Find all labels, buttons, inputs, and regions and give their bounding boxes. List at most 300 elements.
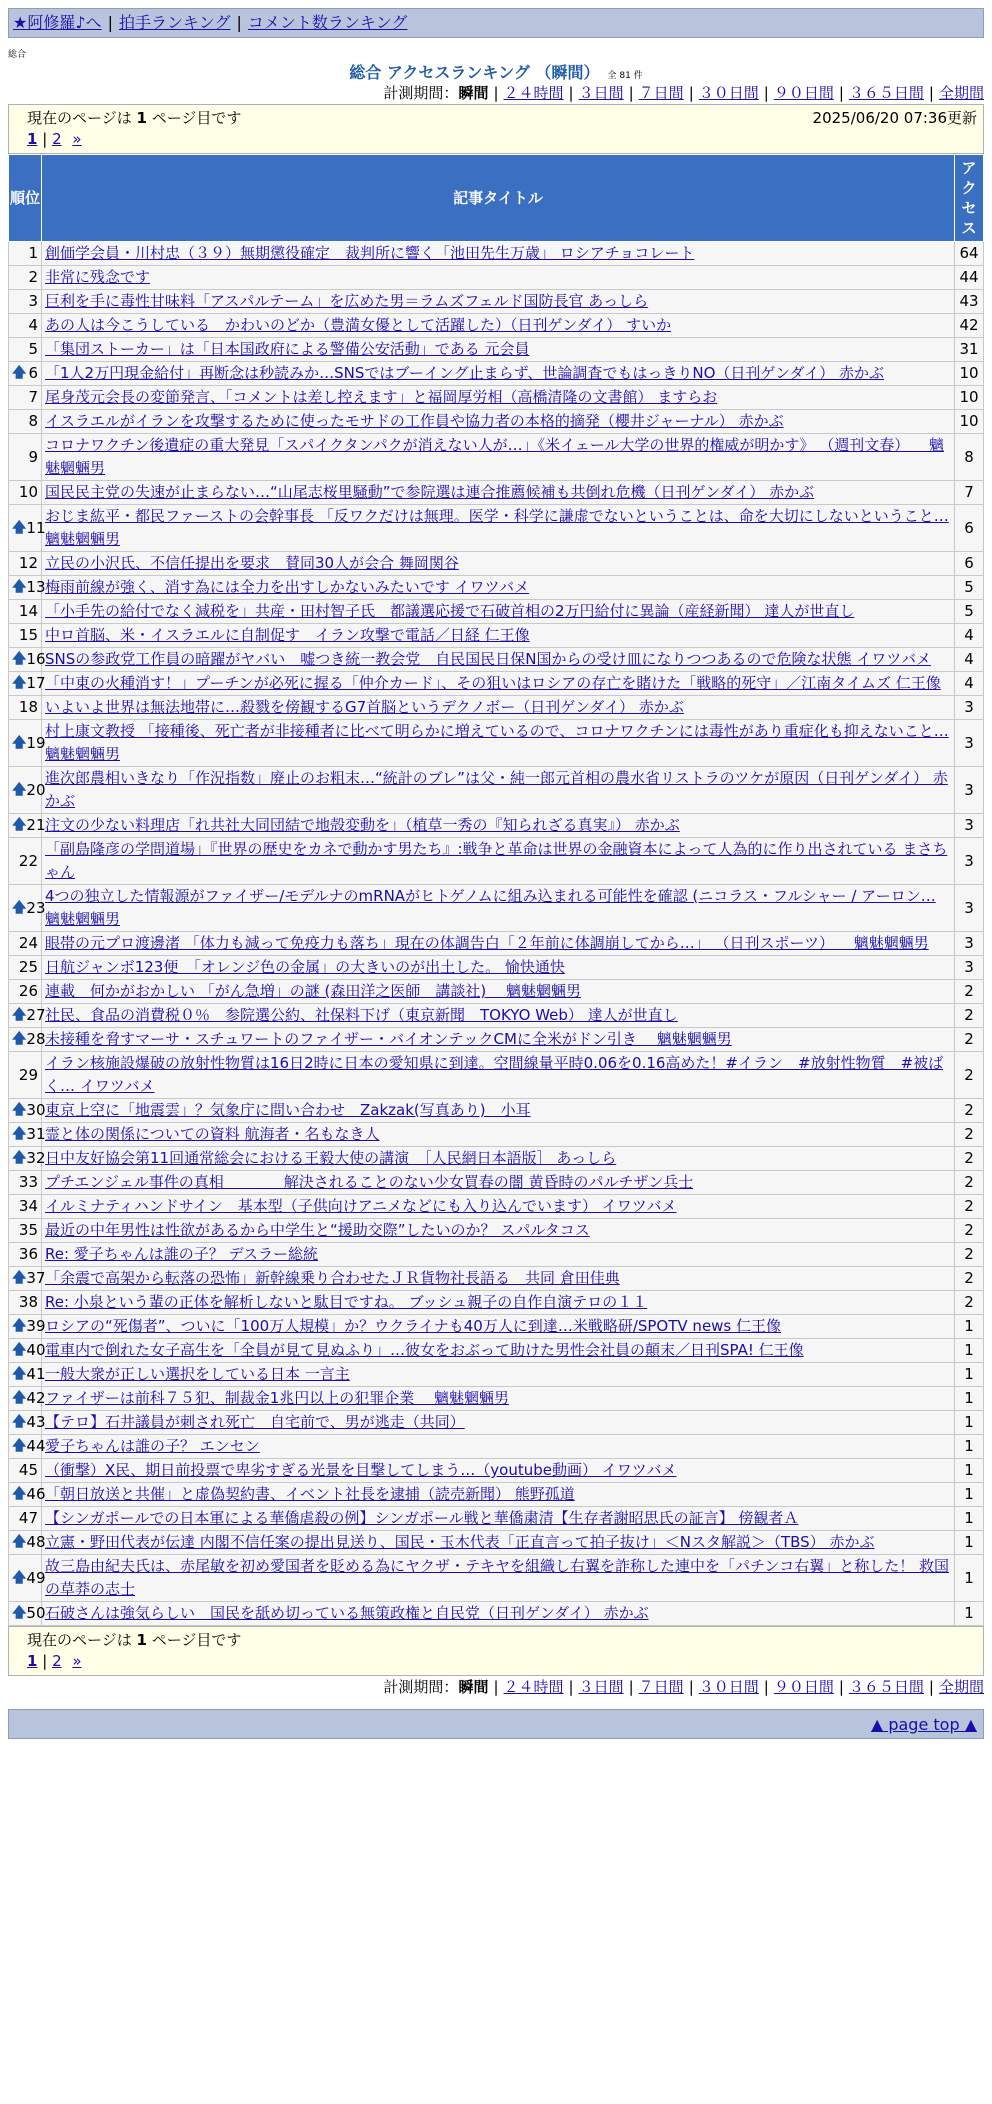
title-cell [42, 266, 955, 290]
article-link[interactable]: 日航ジャンボ123便 「オレンジ色の金属」の大きいのが出土した。 愉快通快 [45, 958, 565, 976]
access-header: アクセス [955, 155, 984, 242]
rank-cell [9, 885, 46, 932]
period-selector-bottom [8, 1676, 984, 1698]
access-count: 1 [955, 1435, 984, 1459]
title-cell [42, 338, 955, 362]
rank-number: 38 [18, 1293, 38, 1311]
title-cell [42, 1291, 955, 1315]
rank-number: 10 [18, 483, 38, 501]
access-count: 4 [955, 672, 984, 696]
page-title [8, 60, 984, 82]
comment-ranking-link[interactable]: コメント数ランキング [247, 13, 408, 32]
article-link[interactable]: 非常に残念です [45, 268, 151, 286]
article-link[interactable]: 村上康文教授 「接種後、死亡者が非接種者に比べて明らかに増えているので、コロナワクチンには毒性があり重症化も抑えないこと… 魑魅魍魎男 [45, 722, 949, 763]
rank-cell [9, 338, 42, 362]
title-cell [42, 1052, 955, 1099]
rank-up-icon: 🡅 [12, 1414, 27, 1430]
rank-up-icon: 🡅 [12, 1007, 27, 1023]
rank-up-icon: 🡅 [12, 1366, 27, 1382]
table-row [9, 1602, 984, 1626]
article-link[interactable]: 「副島隆彦の学問道場」『世界の歴史をカネで動かす男たち』:戦争と革命は世界の金融資本によって人為的に作り出されている まさちゃん [45, 840, 948, 881]
rank-cell [9, 624, 42, 648]
rank-cell [9, 1243, 42, 1267]
article-link[interactable]: あの人は今こうしている かわいのどか（豊満女優として活躍した）（日刊ゲンダイ） すいか [45, 316, 672, 334]
rank-cell [9, 576, 46, 600]
article-link[interactable]: 一般大衆が正しい選択をしている日本 一言主 [45, 1365, 350, 1383]
rank-up-icon: 🡅 [12, 1031, 27, 1047]
title-cell [42, 1555, 955, 1602]
table-row [9, 386, 984, 410]
rank-cell [9, 1147, 46, 1171]
table-row [9, 1531, 984, 1555]
rank-cell [9, 242, 42, 266]
period-option[interactable]: ９０日間 [773, 1678, 834, 1696]
rank-cell [9, 1459, 42, 1483]
rank-number: 26 [18, 982, 38, 1000]
title-cell [42, 481, 955, 505]
rank-up-icon: 🡅 [12, 1438, 27, 1454]
rank-cell [9, 814, 46, 838]
article-link[interactable]: 梅雨前線が強く、消す為には全力を出すしかないみたいです イワツバメ [45, 578, 530, 596]
rank-number: 36 [18, 1245, 38, 1263]
title-cell [42, 552, 955, 576]
rank-number: 4 [28, 316, 38, 334]
rank-cell [9, 1531, 46, 1555]
title-cell [42, 1243, 955, 1267]
access-count: 2 [955, 1099, 984, 1123]
table-row [9, 1267, 984, 1291]
article-link[interactable]: 「余震で高架から転落の恐怖」新幹線乗り合わせたＪＲ貨物社長語る 共同 倉田佳典 [45, 1269, 620, 1287]
title-cell [42, 885, 955, 932]
rank-cell [9, 1435, 46, 1459]
access-count: 3 [955, 696, 984, 720]
rank-cell [9, 932, 42, 956]
period-option[interactable]: ３日間 [578, 84, 624, 102]
article-link[interactable]: 連載 何かがおかしい 「がん急増」の謎 (森田洋之医師 講談社) 魑魅魍魎男 [45, 982, 582, 1000]
rank-cell [9, 552, 42, 576]
clap-ranking-link[interactable]: 拍手ランキング [118, 13, 231, 32]
rank-number: 49 [26, 1568, 46, 1587]
rank-number: 41 [26, 1365, 46, 1383]
access-count: 44 [955, 266, 984, 290]
access-count: 4 [955, 648, 984, 672]
rank-cell [9, 1171, 42, 1195]
table-row [9, 1219, 984, 1243]
rank-cell [9, 410, 42, 434]
rank-up-icon: 🡅 [12, 1342, 27, 1358]
access-count: 6 [955, 505, 984, 552]
article-link[interactable]: イラン核施設爆破の放射性物質は16日2時に日本の愛知県に到達。空間線量平時0.06を0.16高めた！#イラン #放射性物質 #被ばく… イワツバメ [45, 1054, 944, 1095]
rank-cell [9, 1411, 46, 1435]
access-count: 2 [955, 1219, 984, 1243]
article-link[interactable]: SNSの参政党工作員の暗躍がヤバい 嘘つき統一教会党 自民国民日保N国からの受け皿になりつつあるので危険な状態 イワツバメ [45, 650, 931, 668]
period-separator: | [763, 1678, 769, 1696]
rank-number: 33 [18, 1173, 38, 1191]
period-option[interactable]: ７日間 [638, 84, 684, 102]
page-links [27, 129, 977, 150]
article-link[interactable]: 東京上空に「地震雲」？気象庁に問い合わせ Zakzak(写真あり) 小耳 [45, 1101, 531, 1119]
nav-separator: | [236, 13, 242, 32]
article-link[interactable]: 立憲・野田代表が伝達 内閣不信任案の提出見送り、国民・玉木代表「正直言って拍子抜け」＜Nスタ解説＞（TBS） 赤かぶ [45, 1533, 875, 1551]
rank-up-icon: 🡅 [12, 1150, 27, 1166]
period-separator: | [688, 1678, 694, 1696]
table-row [9, 338, 984, 362]
rank-cell [9, 1123, 46, 1147]
access-count: 3 [955, 767, 984, 814]
access-count: 7 [955, 481, 984, 505]
rank-number: 37 [26, 1269, 46, 1287]
rank-number: 11 [26, 518, 46, 537]
access-count: 2 [955, 1123, 984, 1147]
title-cell [42, 648, 955, 672]
article-link[interactable]: 「中東の火種消す！」プーチンが必死に握る「仲介カード」、その狙いはロシアの存亡を賭けた「戦略的死守」／江南タイムズ 仁王像 [45, 674, 941, 692]
article-link[interactable]: 【テロ】石井議員が刺され死亡 自宅前で、男が逃走（共同） [45, 1413, 465, 1431]
title-cell [42, 1171, 955, 1195]
updated-timestamp: 2025/06/20 07:36更新 [812, 109, 977, 127]
title-cell [42, 314, 955, 338]
access-count: 1 [955, 1363, 984, 1387]
article-link[interactable]: おじま紘平・都民ファーストの会幹事長 「反ワクだけは無理。医学・科学に謙虚でないということは、命を大切にしないということ… 魑魅魍魎男 [45, 507, 949, 548]
title-cell [42, 1435, 955, 1459]
rank-cell [9, 1315, 46, 1339]
page-link-2[interactable]: 2 [52, 1652, 62, 1670]
rank-up-icon: 🡅 [12, 1126, 27, 1142]
article-link[interactable]: イスラエルがイランを攻撃するために使ったモサドの工作員や協力者の本格的摘発（櫻井ジャーナル） 赤かぶ [45, 412, 784, 430]
rank-up-icon: 🡅 [12, 1569, 27, 1586]
access-count: 10 [955, 362, 984, 386]
rank-number: 25 [18, 958, 38, 976]
rank-up-icon: 🡅 [12, 519, 27, 536]
table-row [9, 1555, 984, 1602]
rank-up-icon: 🡅 [12, 365, 27, 381]
period-option: 瞬間 [458, 1678, 489, 1696]
article-link[interactable]: 中ロ首脳、米・イスラエルに自制促す イラン攻撃で電話／日経 仁王像 [45, 626, 530, 644]
rank-number: 9 [28, 447, 38, 466]
article-link[interactable]: いよいよ世界は無法地帯に…殺戮を傍観するG7首脳というデクノボー（日刊ゲンダイ） 赤かぶ [45, 698, 684, 716]
article-link[interactable]: 注文の少ない料理店「れ共社大同団結で地殻変動を」（植草一秀の『知られざる真実』） 赤かぶ [45, 816, 680, 834]
access-count: 42 [955, 314, 984, 338]
article-link[interactable]: プチエンジェル事件の真相 解決されることのない少女買春の闇 黄昏時のパルチザン兵士 [45, 1173, 694, 1191]
page-link-1[interactable]: 1 [27, 130, 38, 148]
rank-number: 44 [26, 1437, 46, 1455]
period-separator: | [928, 1678, 934, 1696]
access-count: 3 [955, 885, 984, 932]
title-cell [42, 720, 955, 767]
title-cell [42, 1531, 955, 1555]
rank-number: 5 [28, 340, 38, 358]
access-count: 2 [955, 1195, 984, 1219]
title-cell [42, 696, 955, 720]
table-row [9, 434, 984, 481]
access-count: 1 [955, 1555, 984, 1602]
page-separator: | [42, 1652, 48, 1670]
period-option: 瞬間 [458, 84, 489, 102]
access-count: 1 [955, 1602, 984, 1626]
article-link[interactable]: 「1人2万円現金給付」再断念は秒読みか…SNSではブーイング止まらず、世論調査でもはっきりNO（日刊ゲンダイ） 赤かぶ [45, 364, 885, 382]
table-row [9, 648, 984, 672]
access-count: 43 [955, 290, 984, 314]
article-link[interactable]: イルミナティハンドサイン 基本型（子供向けアニメなどにも入り込んでいます） イワツバメ [45, 1197, 677, 1215]
article-link[interactable]: 国民民主党の失速が止まらない…“山尾志桜里騒動”で参院選は連合推薦候補も共倒れ危機（日刊ゲンダイ） 赤かぶ [45, 483, 815, 501]
table-row [9, 1315, 984, 1339]
page-top-link[interactable]: ▲ page top ▲ [870, 1715, 977, 1734]
access-count: 1 [955, 1411, 984, 1435]
rank-number: 21 [26, 816, 46, 834]
rank-cell [9, 720, 46, 767]
next-page-link[interactable]: » [72, 1652, 82, 1670]
article-link[interactable]: Re: 愛子ちゃんは誰の子？ デスラー総統 [45, 1245, 318, 1263]
period-separator: | [838, 84, 844, 102]
article-link[interactable]: 尾身茂元会長の変節発言、「コメントは差し控えます」と福岡厚労相（高橋清隆の文書館） ますらお [45, 388, 718, 406]
period-label: 計測期間： [383, 84, 459, 102]
title-cell [42, 434, 955, 481]
table-row [9, 1171, 984, 1195]
table-row [9, 1243, 984, 1267]
period-selector-top [8, 82, 984, 104]
table-row [9, 932, 984, 956]
article-link[interactable]: （衝撃）X民、期日前投票で卑劣すぎる光景を目撃してしまう…（youtube動画） イワツバメ [45, 1461, 677, 1479]
table-row [9, 290, 984, 314]
period-option[interactable]: 全期間 [938, 1678, 984, 1696]
period-option[interactable]: ２４時間 [503, 84, 564, 102]
period-option[interactable]: ７日間 [638, 1678, 684, 1696]
article-link[interactable]: 最近の中年男性は性欲があるから中学生と“援助交際”したいのか？ スパルタコス [45, 1221, 590, 1239]
title-cell [42, 290, 955, 314]
access-count: 2 [955, 1267, 984, 1291]
title-cell [42, 980, 955, 1004]
table-row [9, 1363, 984, 1387]
article-link[interactable]: 電車内で倒れた女子高生を「全員が見て見ぬふり」…彼女をおぶって助けた男性会社員の顛末／日刊SPA! 仁王像 [45, 1341, 804, 1359]
title-cell [42, 1267, 955, 1291]
rank-cell [9, 1555, 46, 1602]
access-count: 3 [955, 932, 984, 956]
table-row [9, 481, 984, 505]
table-row [9, 696, 984, 720]
period-option[interactable]: ９０日間 [773, 84, 834, 102]
rank-number: 3 [28, 292, 38, 310]
rank-number: 18 [18, 698, 38, 716]
title-cell [42, 1028, 955, 1052]
title-cell [42, 362, 955, 386]
access-count: 2 [955, 1243, 984, 1267]
period-option[interactable]: ３日間 [578, 1678, 624, 1696]
table-row [9, 1195, 984, 1219]
table-row [9, 576, 984, 600]
top-navigation [8, 8, 984, 38]
rank-number: 50 [26, 1604, 46, 1622]
ranking-body [9, 242, 984, 1626]
access-count: 1 [955, 1339, 984, 1363]
table-row [9, 1483, 984, 1507]
table-header [9, 155, 984, 242]
title-cell [42, 1387, 955, 1411]
period-option[interactable]: ３０日間 [698, 84, 759, 102]
period-option[interactable]: ３６５日間 [848, 84, 924, 102]
table-row [9, 1435, 984, 1459]
rank-up-icon: 🡅 [12, 781, 27, 798]
page-link-1[interactable]: 1 [27, 1652, 38, 1670]
access-count: 1 [955, 1315, 984, 1339]
title-cell [42, 1459, 955, 1483]
rank-number: 29 [18, 1065, 38, 1084]
period-separator: | [838, 1678, 844, 1696]
rank-up-icon: 🡅 [12, 817, 27, 833]
period-option[interactable]: ２４時間 [503, 1678, 564, 1696]
article-link[interactable]: ロシアの“死傷者”、ついに「100万人規模」か？ウクライナも40万人に到達…米戦略研/SPOTV news 仁王像 [45, 1317, 782, 1335]
table-row [9, 624, 984, 648]
access-count: 31 [955, 338, 984, 362]
access-count: 2 [955, 980, 984, 1004]
article-link[interactable]: 石破さんは強気らしい 国民を舐め切っている無策政権と自民党（日刊ゲンダイ） 赤かぶ [45, 1604, 649, 1622]
rank-number: 23 [26, 898, 46, 917]
article-link[interactable]: 霊と体の関係についての資料 航海者・名もなき人 [45, 1125, 380, 1143]
rank-cell [9, 266, 42, 290]
article-link[interactable]: 未接種を脅すマーサ・スチュワートのファイザー・バイオンテックCMに全米がドン引き 魑魅魍魎男 [45, 1030, 732, 1048]
current-page-text: 現在のページは 1 ページ目です [27, 1631, 242, 1649]
article-link[interactable]: Re: 小泉という輩の正体を解析しないと駄目ですね。 ブッシュ親子の自作自演テロの１１ [45, 1293, 648, 1311]
period-separator: | [628, 84, 634, 102]
access-count: 2 [955, 1291, 984, 1315]
title-cell [42, 1507, 955, 1531]
table-row [9, 720, 984, 767]
article-link[interactable]: コロナワクチン後遺症の重大発見「スパイクタンパクが消えない人が…」《米イェール大学の世界的権威が明かす》 （週刊文春） 魑魅魍魎男 [45, 436, 944, 477]
table-row [9, 1099, 984, 1123]
table-row [9, 1291, 984, 1315]
title-cell [42, 505, 955, 552]
article-link[interactable]: 眼帯の元プロ渡邊渚 「体力も減って免疫力も落ち」現在の体調告白「２年前に体調崩してから…」 （日刊スポーツ） 魑魅魍魎男 [45, 934, 929, 952]
article-link[interactable]: 立民の小沢氏、不信任提出を要求 賛同30人が会合 舞岡関谷 [45, 554, 459, 572]
rank-header: 順位 [9, 155, 42, 242]
period-label: 計測期間： [383, 1678, 459, 1696]
rank-cell [9, 386, 42, 410]
access-count: 10 [955, 386, 984, 410]
title-cell [42, 1195, 955, 1219]
access-count: 3 [955, 720, 984, 767]
rank-cell [9, 1387, 46, 1411]
rank-number: 16 [26, 650, 46, 668]
access-count: 5 [955, 576, 984, 600]
article-link[interactable]: 故三島由紀夫氏は、赤尾敏を初め愛国者を貶める為にヤクザ・テキヤを組織し右翼を詐称した連中を「パチンコ右翼」と称した！ 救国の草莽の志士 [45, 1557, 950, 1598]
home-link[interactable]: ★阿修羅♪へ [13, 13, 102, 32]
article-link[interactable]: 【シンガポールでの日本軍による華僑虐殺の例】シンガポール戦と華僑粛清【生存者謝昭思氏の証言】 傍観者Ａ [45, 1509, 799, 1527]
next-page-link[interactable]: » [72, 130, 82, 148]
title-cell [42, 1099, 955, 1123]
article-link[interactable]: 「朝日放送と共催」と虚偽契約書、イベント社長を逮捕（読売新聞） 熊野孤道 [45, 1485, 575, 1503]
article-link[interactable]: 日中友好協会第11回通常総会における王毅大使の講演 ［人民網日本語版］ あっしら [45, 1149, 617, 1167]
page-root [0, 8, 992, 1739]
rank-number: 6 [28, 364, 38, 382]
page-link-2[interactable]: 2 [52, 130, 62, 148]
title-cell [42, 624, 955, 648]
rank-cell [9, 362, 42, 386]
rank-cell [9, 1483, 46, 1507]
rank-number: 2 [28, 268, 38, 286]
rank-up-icon: 🡅 [12, 1270, 27, 1286]
rank-number: 1 [28, 244, 38, 262]
access-count: 8 [955, 434, 984, 481]
table-row [9, 410, 984, 434]
table-row [9, 1459, 984, 1483]
article-link[interactable]: 創価学会員・川村忠（３９）無期懲役確定 裁判所に響く「池田先生万歳」 ロシアチョコレート [45, 244, 695, 262]
rank-cell [9, 1339, 46, 1363]
rank-up-icon: 🡅 [12, 579, 27, 595]
article-link[interactable]: 「集団ストーカー」は「日本国政府による警備公安活動」である 元会員 [45, 340, 530, 358]
article-link[interactable]: 巨利を手に毒性甘味料「アスパルテーム」を広めた男＝ラムズフェルド国防長官 あっしら [45, 292, 649, 310]
title-cell [42, 410, 955, 434]
period-separator: | [628, 1678, 634, 1696]
article-link[interactable]: 4つの独立した情報源がファイザー/モデルナのmRNAがヒトゲノムに組み込まれる可能性を確認 (ニコラス・フルシャー / アーロン… 魑魅魍魎男 [45, 887, 936, 928]
category-label: 総合 [8, 50, 27, 60]
access-count: 1 [955, 1387, 984, 1411]
access-count: 1 [955, 1531, 984, 1555]
table-row [9, 672, 984, 696]
rank-number: 46 [26, 1485, 46, 1503]
title-cell [42, 1602, 955, 1626]
title-cell [42, 1339, 955, 1363]
article-link[interactable]: 「小手先の給付でなく減税を」共産・田村智子氏 都議選応援で石破首相の2万円給付に異論（産経新聞） 達人が世直し [45, 602, 855, 620]
rank-number: 15 [18, 626, 38, 644]
article-link[interactable]: ファイザーは前科７５犯、制裁金1兆円以上の犯罪企業 魑魅魍魎男 [45, 1389, 510, 1407]
rank-cell [9, 1028, 46, 1052]
period-option[interactable]: ３０日間 [698, 1678, 759, 1696]
period-separator: | [928, 84, 934, 102]
article-link[interactable]: 愛子ちゃんは誰の子？ エンセン [45, 1437, 260, 1455]
rank-up-icon: 🡅 [12, 1318, 27, 1334]
rank-cell [9, 1099, 46, 1123]
rank-cell [9, 648, 46, 672]
period-separator: | [568, 84, 574, 102]
access-count: 4 [955, 624, 984, 648]
rank-number: 45 [18, 1461, 38, 1479]
rank-number: 40 [26, 1341, 46, 1359]
title-cell [42, 1004, 955, 1028]
table-row [9, 266, 984, 290]
table-row [9, 1507, 984, 1531]
rank-up-icon: 🡅 [12, 675, 27, 691]
table-row [9, 1123, 984, 1147]
table-row [9, 767, 984, 814]
rank-cell [9, 290, 42, 314]
table-row [9, 838, 984, 885]
table-row [9, 600, 984, 624]
article-link[interactable]: 社民、食品の消費税０％ 参院選公約、社保料下げ（東京新聞 TOKYO Web） 達人が世直し [45, 1006, 678, 1024]
article-link[interactable]: 進次郎農相いきなり「作況指数」廃止のお粗末…“統計のブレ”は父・純一郎元首相の農水省リストラのツケが原因（日刊ゲンダイ） 赤かぶ [45, 769, 948, 810]
access-count: 64 [955, 242, 984, 266]
rank-number: 35 [18, 1221, 38, 1239]
rank-number: 24 [18, 934, 38, 952]
table-row [9, 1147, 984, 1171]
period-option[interactable]: 全期間 [938, 84, 984, 102]
access-count: 6 [955, 552, 984, 576]
rank-number: 22 [18, 851, 38, 870]
access-count: 2 [955, 1004, 984, 1028]
access-count: 3 [955, 814, 984, 838]
rank-cell [9, 696, 42, 720]
rank-number: 28 [26, 1030, 46, 1048]
table-row [9, 552, 984, 576]
table-row [9, 956, 984, 980]
title-cell [42, 838, 955, 885]
title-cell [42, 1147, 955, 1171]
rank-up-icon: 🡅 [12, 1102, 27, 1118]
rank-number: 43 [26, 1413, 46, 1431]
period-option[interactable]: ３６５日間 [848, 1678, 924, 1696]
rank-cell [9, 956, 42, 980]
rank-up-icon: 🡅 [12, 734, 27, 751]
title-cell [42, 1219, 955, 1243]
rank-number: 20 [26, 780, 46, 799]
rank-cell [9, 314, 42, 338]
